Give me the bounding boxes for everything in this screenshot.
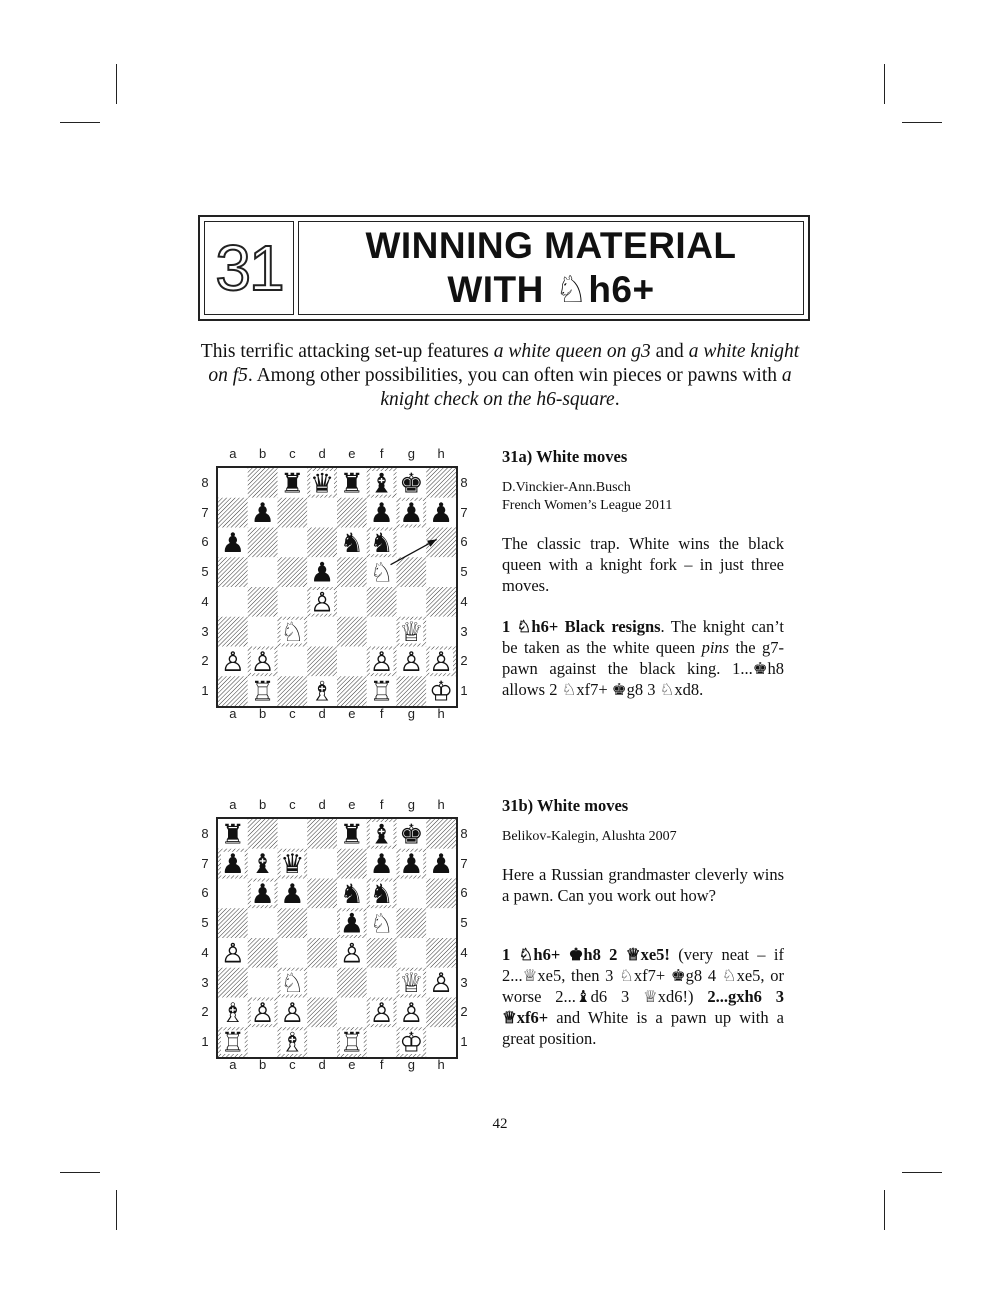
file-label: h [437,446,445,461]
light-square [248,617,278,647]
game-source [502,828,784,846]
rank-label: 4 [201,593,209,609]
white-queen-piece: ♕ [399,617,424,649]
light-square [278,647,308,677]
light-square [307,849,337,879]
solution-text: the g7-pawn against the black king. 1...♚h8 allows 2 ♘xf7+ ♚g8 3 ♘xd8. [502,638,784,699]
chapter-header [198,215,810,321]
light-square [397,938,427,968]
white-rook-piece: ♖ [339,1027,364,1057]
light-square [397,879,427,909]
black-bishop-piece: ♝ [369,468,394,500]
black-pawn-piece: ♟ [369,849,394,881]
file-label: h [437,706,445,721]
file-label: b [259,797,267,812]
black-bishop-piece: ♝ [250,849,275,881]
dark-square [367,587,397,617]
rank-label: 4 [460,944,468,960]
rank-label: 1 [460,683,468,699]
light-square [248,1027,278,1057]
dark-square [218,968,248,998]
white-pawn-piece: ♙ [220,938,245,970]
file-label: e [348,797,356,812]
light-square [307,908,337,938]
board-squares [218,819,456,1057]
dark-square [248,528,278,558]
black-pawn-piece: ♟ [220,527,245,559]
crop-mark [116,1190,117,1230]
white-pawn-piece: ♙ [369,646,394,678]
file-label: b [259,446,267,461]
rank-label: 5 [460,564,468,580]
crop-mark [902,1172,942,1173]
dark-square [367,938,397,968]
white-pawn-piece: ♙ [339,938,364,970]
file-label: a [229,797,237,812]
rank-label: 6 [460,534,468,550]
dark-square [426,998,456,1028]
dark-square [307,998,337,1028]
rank-label: 1 [201,1034,209,1050]
crop-mark [60,122,100,123]
puzzle-31b-text [502,795,784,1049]
game-event: French Women’s League 2011 [502,498,673,513]
dark-square [278,908,308,938]
white-pawn-piece: ♙ [399,997,424,1029]
game-players: Belikov-Kalegin, Alushta 2007 [502,829,677,844]
light-square [367,968,397,998]
intro-text: . Among other possibilities, you can often win pieces or pawns with [247,365,782,386]
rank-label: 4 [201,944,209,960]
chapter-number-box [204,221,294,315]
light-square [307,617,337,647]
rank-label: 8 [460,474,468,490]
white-king-piece: ♔ [399,1027,424,1057]
black-rook-piece: ♜ [220,819,245,851]
file-label: c [289,706,296,721]
dark-square [218,498,248,528]
dark-square [278,676,308,706]
black-pawn-piece: ♟ [250,878,275,910]
white-pawn-piece: ♙ [280,997,305,1029]
crop-mark [116,64,117,104]
black-pawn-piece: ♟ [429,849,454,881]
intro-emphasis: a knight check on the h6-square [380,365,792,410]
light-square [218,879,248,909]
white-queen-piece: ♕ [399,968,424,1000]
white-rook-piece: ♖ [369,676,394,706]
white-rook-piece: ♖ [220,1027,245,1057]
white-pawn-piece: ♙ [429,968,454,1000]
rank-label: 6 [201,534,209,550]
puzzle-solution [502,944,784,1049]
rank-label: 3 [201,974,209,990]
intro-text: This terrific attacking set-up features [200,341,494,362]
white-pawn-piece: ♙ [220,646,245,678]
rank-label: 1 [201,683,209,699]
solution-move: 1 ♘h6+ Black resigns [502,617,661,636]
dark-square [248,587,278,617]
chess-diagram-31b [201,797,471,1073]
file-label: g [407,706,415,721]
rank-label: 5 [460,915,468,931]
light-square [278,819,308,849]
rank-label: 8 [460,825,468,841]
light-square [397,587,427,617]
puzzle-heading: 31b) White moves [502,796,629,815]
intro-text: and [650,341,689,362]
black-knight-piece: ♞ [339,878,364,910]
black-knight-piece: ♞ [369,527,394,559]
light-square [426,908,456,938]
light-square [218,587,248,617]
file-label: a [229,1057,237,1072]
file-label: h [437,797,445,812]
rank-label: 6 [460,885,468,901]
board-squares [218,468,456,706]
white-knight-piece: ♘ [280,617,305,649]
file-label: a [229,706,237,721]
black-pawn-piece: ♟ [250,498,275,530]
black-king-piece: ♚ [399,468,424,500]
rank-label: 2 [201,653,209,669]
rank-label: 8 [201,825,209,841]
light-square [337,647,367,677]
light-square [248,557,278,587]
rank-label: 8 [201,474,209,490]
page-number: 42 [492,1116,508,1132]
rank-label: 2 [460,1004,468,1020]
white-bishop-piece: ♗ [310,676,335,706]
dark-square [426,938,456,968]
white-knight-piece: ♘ [280,968,305,1000]
chessboard [216,466,458,708]
dark-square [337,849,367,879]
white-pawn-piece: ♙ [399,646,424,678]
light-square [278,528,308,558]
dark-square [397,557,427,587]
dark-square [278,557,308,587]
chapter-title-line2: WITH ♘h6+ [447,269,655,310]
dark-square [307,819,337,849]
file-label: e [348,446,356,461]
intro-text: . [614,389,620,410]
black-knight-piece: ♞ [339,527,364,559]
black-knight-piece: ♞ [369,878,394,910]
black-pawn-piece: ♟ [310,557,335,589]
black-pawn-piece: ♟ [399,849,424,881]
rank-label: 2 [201,1004,209,1020]
solution-text: (very neat – if 2...♕xe5, then 3 ♘xf7+ ♚g8 4 ♘xe5, or worse 2...♝d6 3 ♕xd6!) [502,945,785,1006]
dark-square [397,676,427,706]
dark-square [307,938,337,968]
file-label: c [289,446,296,461]
rank-label: 7 [460,855,468,871]
file-label: a [229,446,237,461]
black-pawn-piece: ♟ [399,498,424,530]
dark-square [426,587,456,617]
rank-label: 3 [460,974,468,990]
puzzle-description: Here a Russian grandmaster cleverly wins a pawn. Can you work out how? [502,865,784,905]
rank-label: 6 [201,885,209,901]
dark-square [337,676,367,706]
dark-square [426,819,456,849]
file-label: c [289,1057,296,1072]
white-bishop-piece: ♗ [220,997,245,1029]
light-square [426,1027,456,1057]
rank-label: 4 [460,593,468,609]
file-label: d [318,446,326,461]
intro-paragraph [200,340,800,412]
dark-square [337,498,367,528]
solution-move: 2...gxh6 3 ♕xf6+ [502,987,784,1027]
puzzle-solution [502,616,784,700]
file-label: d [318,706,326,721]
puzzle-31a-text [502,446,784,700]
file-label: g [407,1057,415,1072]
light-square [248,908,278,938]
file-label: f [379,1057,384,1072]
chapter-title [298,221,804,315]
solution-emphasis: pins [701,638,730,657]
black-queen-piece: ♛ [280,849,305,881]
rank-label: 3 [460,623,468,639]
black-pawn-piece: ♟ [339,908,364,940]
dark-square [248,819,278,849]
intro-emphasis: a white knight on f5 [208,341,800,386]
rank-label: 7 [201,504,209,520]
white-bishop-piece: ♗ [280,1027,305,1057]
rank-label: 1 [460,1034,468,1050]
rank-label: 7 [460,504,468,520]
intro-emphasis: a white queen on g3 [493,341,651,362]
file-label: c [289,797,296,812]
light-square [278,938,308,968]
light-square [426,557,456,587]
light-square [278,587,308,617]
white-king-piece: ♔ [429,676,454,706]
white-knight-piece: ♘ [369,908,394,940]
solution-text: and White is a pawn up with a great position. [502,1008,784,1048]
dark-square [218,676,248,706]
light-square [367,617,397,647]
light-square [307,968,337,998]
crop-mark [902,122,942,123]
black-rook-piece: ♜ [339,819,364,851]
light-square [307,498,337,528]
rank-label: 5 [201,915,209,931]
dark-square [397,908,427,938]
dark-square [248,468,278,498]
black-queen-piece: ♛ [310,468,335,500]
solution-text: . The knight can’t be taken as the white queen [502,617,784,657]
dark-square [218,557,248,587]
chapter-number: 31 [215,232,283,304]
dark-square [337,968,367,998]
dark-square [248,938,278,968]
light-square [248,968,278,998]
rank-label: 5 [201,564,209,580]
file-label: b [259,1057,267,1072]
chess-diagram-31a [201,446,471,722]
chessboard [216,817,458,1059]
light-square [337,998,367,1028]
file-label: d [318,797,326,812]
rank-label: 7 [201,855,209,871]
game-players: D.Vinckier-Ann.Busch [502,480,631,495]
puzzle-description: The classic trap. White wins the black queen with a knight fork – in just three moves. [502,534,784,595]
file-label: g [407,797,415,812]
file-label: h [437,1057,445,1072]
white-knight-piece: ♘ [369,557,394,589]
white-pawn-piece: ♙ [429,646,454,678]
white-pawn-piece: ♙ [250,646,275,678]
black-pawn-piece: ♟ [429,498,454,530]
black-king-piece: ♚ [399,819,424,851]
dark-square [307,528,337,558]
light-square [367,1027,397,1057]
file-label: d [318,1057,326,1072]
dark-square [307,647,337,677]
file-label: e [348,1057,356,1072]
dark-square [426,468,456,498]
dark-square [278,498,308,528]
dark-square [337,557,367,587]
white-pawn-piece: ♙ [250,997,275,1029]
game-source [502,479,784,515]
rank-label: 2 [460,653,468,669]
file-label: f [379,706,384,721]
black-pawn-piece: ♟ [369,498,394,530]
file-label: b [259,706,267,721]
file-label: f [379,446,384,461]
dark-square [426,879,456,909]
light-square [426,617,456,647]
white-pawn-piece: ♙ [310,587,335,619]
light-square [307,1027,337,1057]
light-square [218,468,248,498]
black-rook-piece: ♜ [339,468,364,500]
crop-mark [884,64,885,104]
file-label: g [407,446,415,461]
dark-square [218,908,248,938]
black-pawn-piece: ♟ [220,849,245,881]
file-label: f [379,797,384,812]
black-rook-piece: ♜ [280,468,305,500]
white-pawn-piece: ♙ [369,997,394,1029]
crop-mark [60,1172,100,1173]
crop-mark [884,1190,885,1230]
solution-move: 1 ♘h6+ ♚h8 2 ♕xe5! [502,945,670,964]
chapter-title-line1: WINNING MATERIAL [365,225,737,266]
light-square [337,587,367,617]
file-label: e [348,706,356,721]
dark-square [307,879,337,909]
rank-label: 3 [201,623,209,639]
black-bishop-piece: ♝ [369,819,394,851]
dark-square [337,617,367,647]
puzzle-heading: 31a) White moves [502,447,628,466]
white-rook-piece: ♖ [250,676,275,706]
black-pawn-piece: ♟ [280,878,305,910]
dark-square [218,617,248,647]
